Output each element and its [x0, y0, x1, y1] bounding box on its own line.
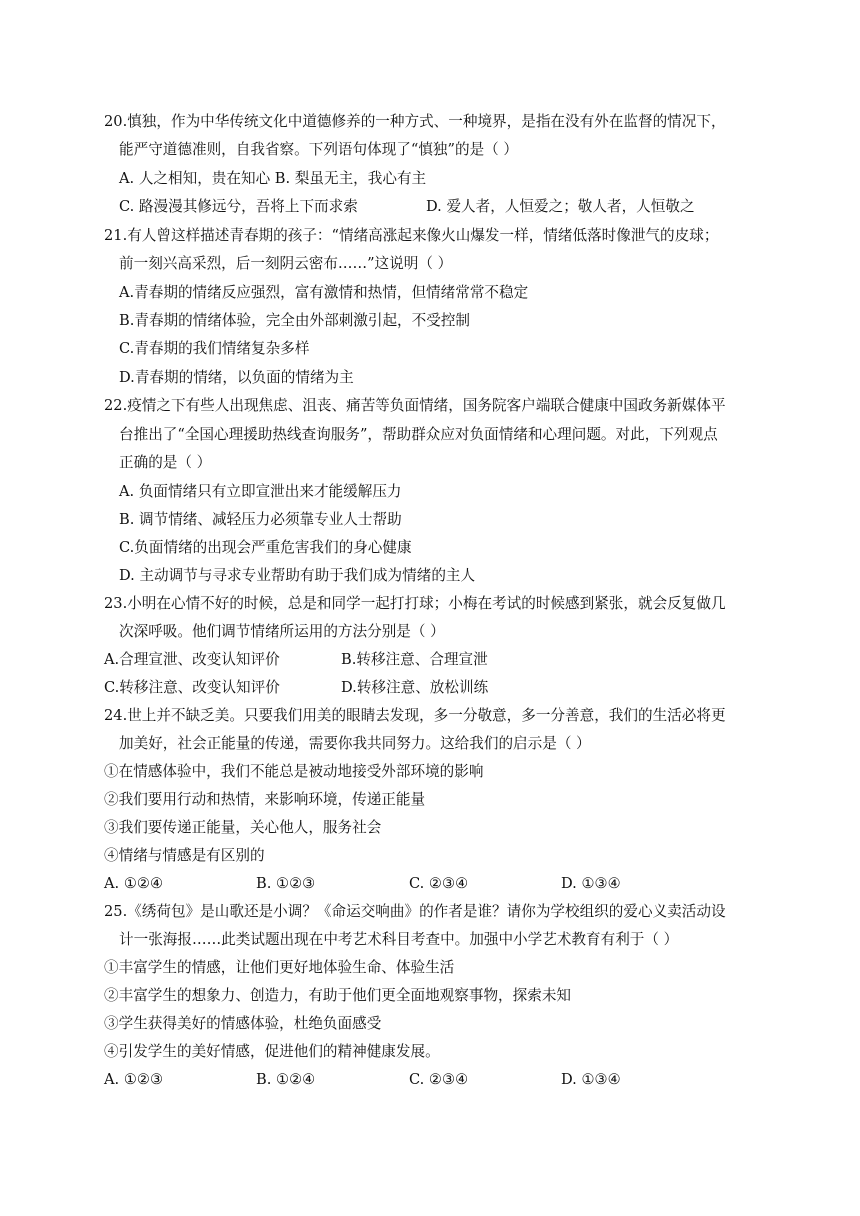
q24-statement-1: ①在情感体验中，我们不能总是被动地接受外部环境的影响 — [104, 763, 484, 780]
q22-option-d: D. 主动调节与寻求专业帮助有助于我们成为情绪的主人 — [119, 567, 476, 584]
q21-stem-line-1: 21.有人曾这样描述青春期的孩子：“情绪高涨起来像火山爆发一样，情绪低落时像泄气的皮球； — [104, 227, 719, 244]
q22-option-c: C.负面情绪的出现会严重危害我们的身心健康 — [119, 539, 412, 556]
q24-stem-line-1: 24.世上并不缺乏美。只要我们用美的眼睛去发现，多一分敬意，多一分善意，我们的生活必将更 — [104, 707, 726, 724]
q22-stem-line-3: 正确的是（ ） — [119, 454, 212, 471]
q22-stem-line-2: 台推出了“全国心理援助热线查询服务”，帮助群众应对负面情绪和心理问题。对此，下列观点 — [119, 426, 718, 443]
q22-stem-line-1: 22.疫情之下有些人出现焦虑、沮丧、痛苦等负面情绪，国务院客户端联合健康中国政务新媒体平 — [104, 397, 726, 414]
q24-option-d: D. ①③④ — [561, 875, 621, 892]
q20-stem-line-2: 能严守道德准则，自我省察。下列语句体现了“慎独”的是（ ） — [119, 141, 519, 158]
q20-stem-line-1: 20.慎独，作为中华传统文化中道德修养的一种方式、一种境界，是指在没有外在监督的情况下， — [104, 113, 726, 130]
q20-option-d: D. 爱人者，人恒爱之；敬人者，人恒敬之 — [426, 198, 695, 215]
q24-statement-4: ④情绪与情感是有区别的 — [104, 847, 265, 864]
q22-option-b: B. 调节情绪、减轻压力必须靠专业人士帮助 — [119, 511, 402, 528]
q21-stem-line-2: 前一刻兴高采烈，后一刻阴云密布……”这说明（ ） — [119, 255, 453, 272]
q23-option-c: C.转移注意、改变认知评价 — [104, 679, 280, 696]
q21-option-a: A.青春期的情绪反应强烈，富有激情和热情，但情绪常常不稳定 — [119, 284, 529, 301]
q25-option-d: D. ①③④ — [561, 1071, 621, 1088]
q25-statement-1: ①丰富学生的情感，让他们更好地体验生命、体验生活 — [104, 959, 455, 976]
q24-options — [104, 874, 704, 894]
q20-options-ab: A. 人之相知，贵在知心 B. 梨虽无主，我心有主 — [119, 170, 427, 187]
q25-stem-line-2: 计一张海报……此类试题出现在中考艺术科目考查中。加强中小学艺术教育有利于（ ） — [119, 931, 679, 948]
q25-option-a: A. ①②③ — [104, 1071, 164, 1088]
q25-option-b: B. ①②④ — [256, 1071, 316, 1088]
q21-option-c: C.青春期的我们情绪复杂多样 — [119, 340, 310, 357]
q23-stem-line-2: 次深呼吸。他们调节情绪所运用的方法分别是（ ） — [119, 623, 445, 640]
q23-option-b: B.转移注意、合理宣泄 — [341, 651, 488, 668]
q25-statement-4: ④引发学生的美好情感，促进他们的精神健康发展。 — [104, 1043, 440, 1060]
q21-option-b: B.青春期的情绪体验，完全由外部刺激引起，不受控制 — [119, 312, 471, 329]
q25-stem-line-1: 25.《绣荷包》是山歌还是小调？《命运交响曲》的作者是谁？请你为学校组织的爱心义卖活动设 — [104, 903, 726, 920]
q20-options-cd — [119, 197, 799, 217]
q24-option-b: B. ①②③ — [256, 875, 316, 892]
q23-option-a: A.合理宣泄、改变认知评价 — [104, 651, 280, 668]
q25-options — [104, 1070, 704, 1090]
q25-statement-2: ②丰富学生的想象力、创造力，有助于他们更全面地观察事物，探索未知 — [104, 987, 572, 1004]
q24-statement-3: ③我们要传递正能量，关心他人，服务社会 — [104, 819, 382, 836]
q25-option-c: C. ②③④ — [409, 1071, 469, 1088]
q24-option-a: A. ①②④ — [104, 875, 164, 892]
q23-option-d: D.转移注意、放松训练 — [341, 679, 489, 696]
q20-option-c: C. 路漫漫其修远兮，吾将上下而求索 — [119, 198, 358, 215]
q21-option-d: D.青春期的情绪，以负面的情绪为主 — [119, 369, 354, 386]
q24-statement-2: ②我们要用行动和热情，来影响环境，传递正能量 — [104, 791, 426, 808]
q24-stem-line-2: 加美好，社会正能量的传递，需要你我共同努力。这给我们的启示是（ ） — [119, 735, 591, 752]
q23-stem-line-1: 23.小明在心情不好的时候，总是和同学一起打打球；小梅在考试的时候感到紧张，就会反复做几 — [104, 595, 726, 612]
q25-statement-3: ③学生获得美好的情感体验，杜绝负面感受 — [104, 1015, 382, 1032]
q23-options-cd — [104, 678, 704, 698]
q22-option-a: A. 负面情绪只有立即宣泄出来才能缓解压力 — [119, 483, 402, 500]
q24-option-c: C. ②③④ — [409, 875, 469, 892]
q23-options-ab — [104, 650, 704, 670]
